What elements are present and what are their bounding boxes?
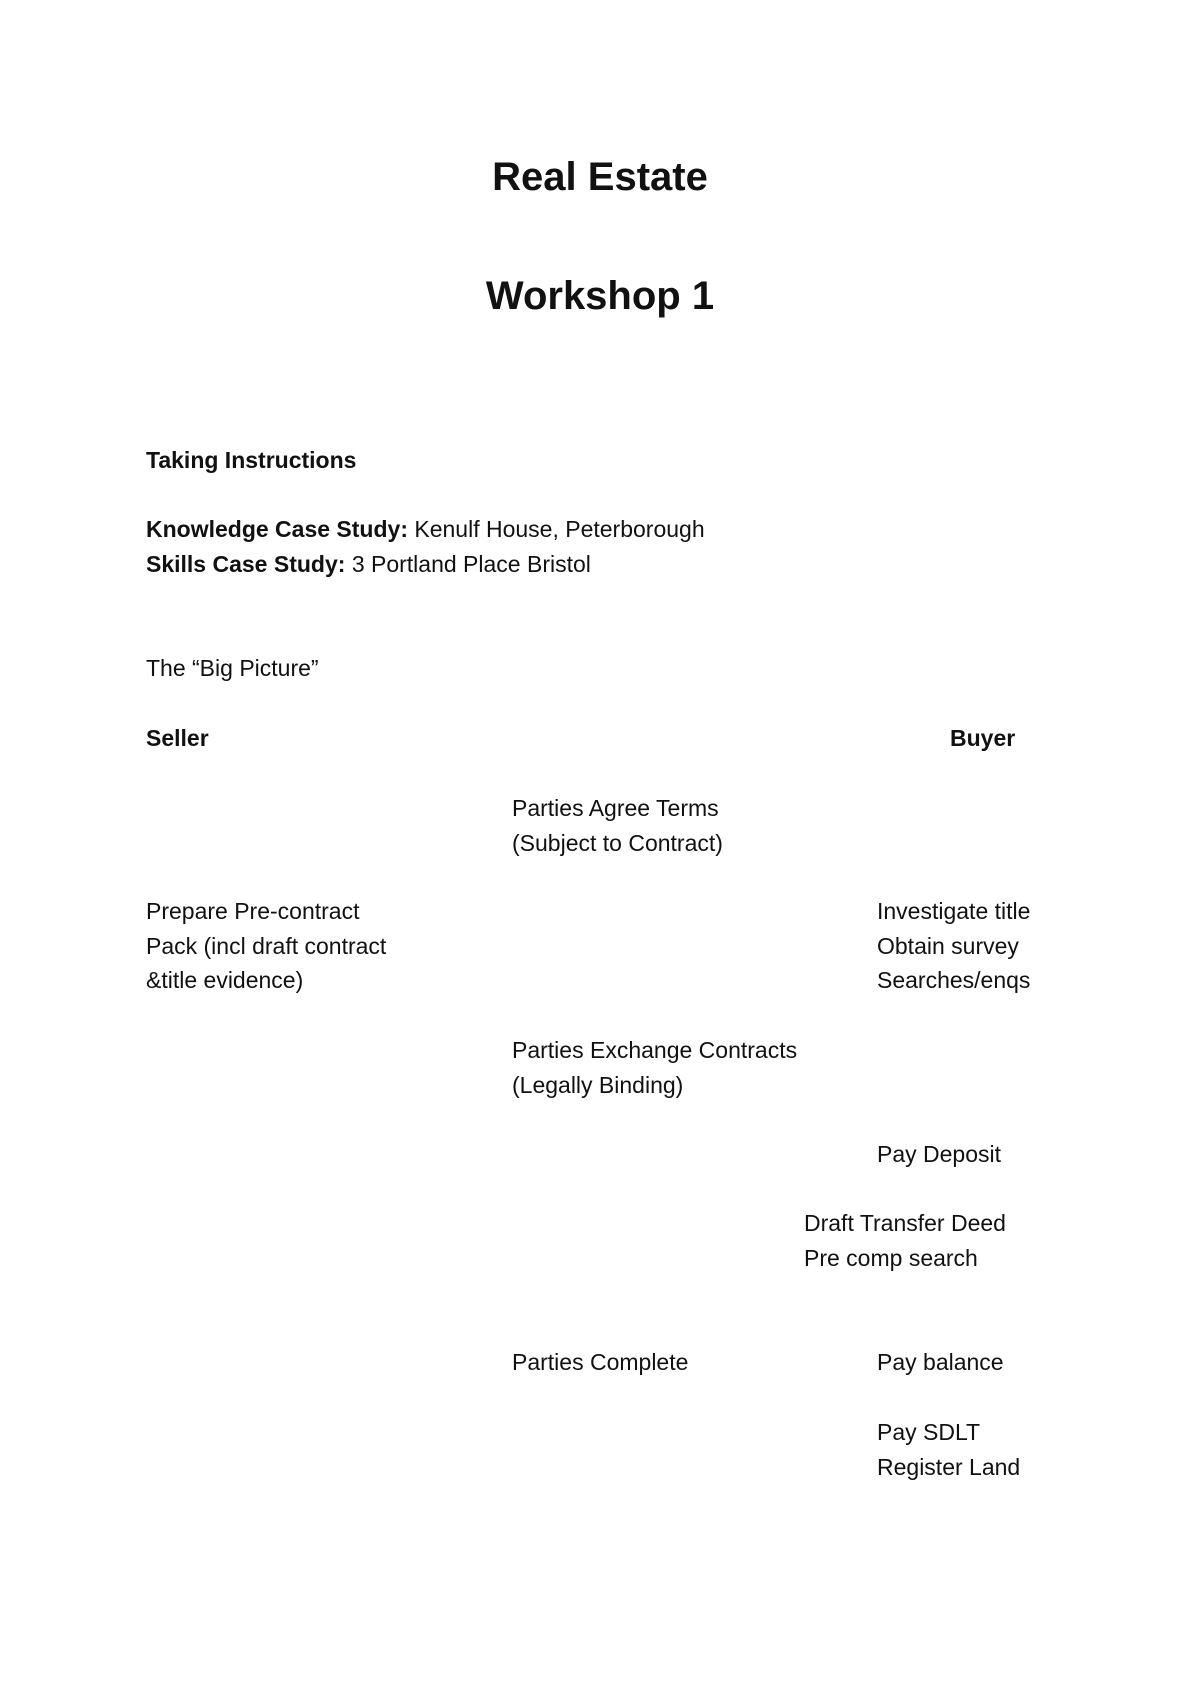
skills-value: 3 Portland Place Bristol (351, 551, 591, 577)
document-title: Real Estate (492, 155, 708, 199)
step-exchange (512, 1033, 797, 1102)
big-picture-heading: The “Big Picture” (146, 655, 319, 681)
step-line: Draft Transfer Deed (804, 1210, 1006, 1236)
section-heading: Taking Instructions (146, 447, 357, 473)
step-line: Investigate title (877, 898, 1031, 924)
step-line: Register Land (877, 1453, 1021, 1480)
knowledge-label: Knowledge Case Study: (146, 516, 408, 542)
step-line: Pre comp search (804, 1244, 978, 1271)
step-line: Pack (incl draft contract (146, 932, 387, 959)
seller-column-heading: Seller (146, 725, 209, 751)
step-line: Obtain survey (877, 932, 1019, 959)
step-post-completion (877, 1415, 1020, 1484)
step-transfer (804, 1206, 1006, 1275)
step-line: Searches/enqs (877, 967, 1031, 993)
skills-case-study (146, 547, 591, 581)
step-line: Parties Exchange Contracts (512, 1037, 798, 1063)
buyer-column-heading: Buyer (950, 725, 1016, 751)
step-pay-deposit: Pay Deposit (877, 1141, 1002, 1167)
step-complete: Parties Complete (512, 1349, 689, 1375)
step-line: (Legally Binding) (512, 1071, 684, 1098)
step-line: Parties Agree Terms (512, 795, 719, 821)
document-subtitle: Workshop 1 (485, 274, 715, 318)
knowledge-case-study (146, 512, 705, 546)
skills-label: Skills Case Study: (146, 551, 346, 577)
step-line: Prepare Pre-contract (146, 898, 360, 924)
step-line: (Subject to Contract) (512, 829, 723, 856)
step-line: &title evidence) (146, 967, 304, 993)
step-seller-prepare (146, 894, 386, 998)
step-pay-balance: Pay balance (877, 1349, 1004, 1375)
step-line: Pay SDLT (877, 1419, 981, 1445)
step-buyer-investigate (877, 894, 1030, 998)
knowledge-value: Kenulf House, Peterborough (414, 516, 705, 542)
step-agree-terms (512, 791, 723, 860)
